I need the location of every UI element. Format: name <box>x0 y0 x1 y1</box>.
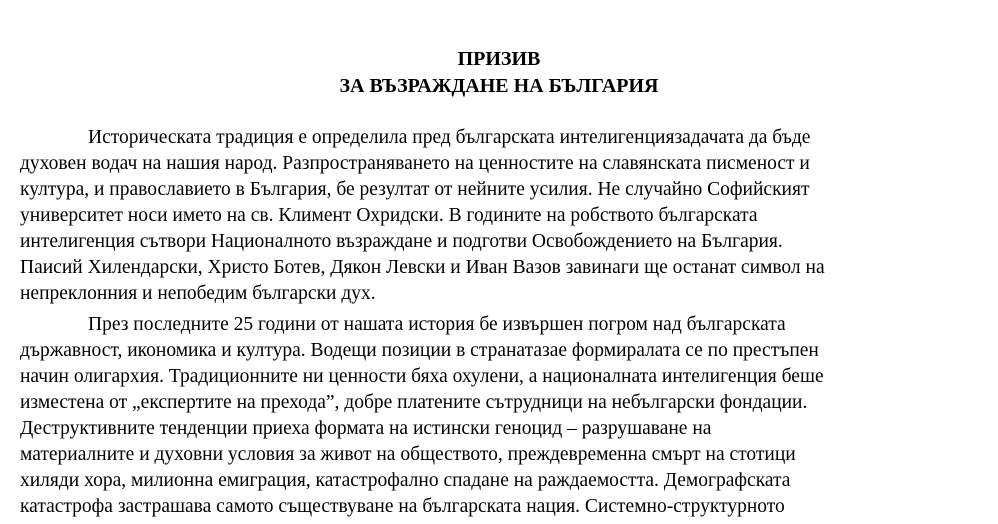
text-line: Паисий Хилендарски, Христо Ботев, Дякон Левски и Иван Вазов завинаги ще останат символ на <box>20 257 825 278</box>
text-line: университет носи името на св. Климент Охридски. В годините на робството българската <box>20 205 758 226</box>
text-line: Деструктивните тенденции приеха формата на истински геноцид – разрушаване на <box>20 418 712 439</box>
text-line: култура, и православието в България, бе резултат от нейните усилия. Не случайно Софийският <box>20 179 810 200</box>
text-line: изместена от „експертите на прехода”, добре платените сътрудници на небългарски фондации. <box>20 392 808 413</box>
document-title: ПРИЗИВ <box>457 48 541 70</box>
text-line: начин олигархия. Традиционните ни ценности бяха охулени, а националната интелигенция беше <box>20 366 824 387</box>
text-line: хиляди хора, милионна емиграция, катастрофално спадане на раждаемостта. Демографската <box>20 470 791 491</box>
text-line: материалните и духовни условия за живот на обществото, преждевременна смърт на стотици <box>20 444 796 465</box>
text-line: интелигенция сътвори Националното възраждане и подготви Освобождението на България. <box>20 231 783 252</box>
text-line: духовен водач на нашия народ. Разпространяването на ценностите на славянската писменост и <box>20 153 810 174</box>
text-line: непреклонния и непобедим български дух. <box>20 283 376 304</box>
text-line: През последните 25 години от нашата история бе извършен погром над българската <box>88 314 786 335</box>
document-subtitle: ЗА ВЪЗРАЖДАНЕ НА БЪЛГАРИЯ <box>339 75 659 97</box>
text-line: държавност, икономика и култура. Водещи позиции в странатазае формиралата се по престъпен <box>20 340 819 361</box>
text-line: Историческата традиция е определила пред българската интелигенциязадачата да бъде <box>88 127 811 148</box>
text-line: катастрофа застрашава самото съществуване на българската нация. Системно-структурното <box>20 496 785 517</box>
